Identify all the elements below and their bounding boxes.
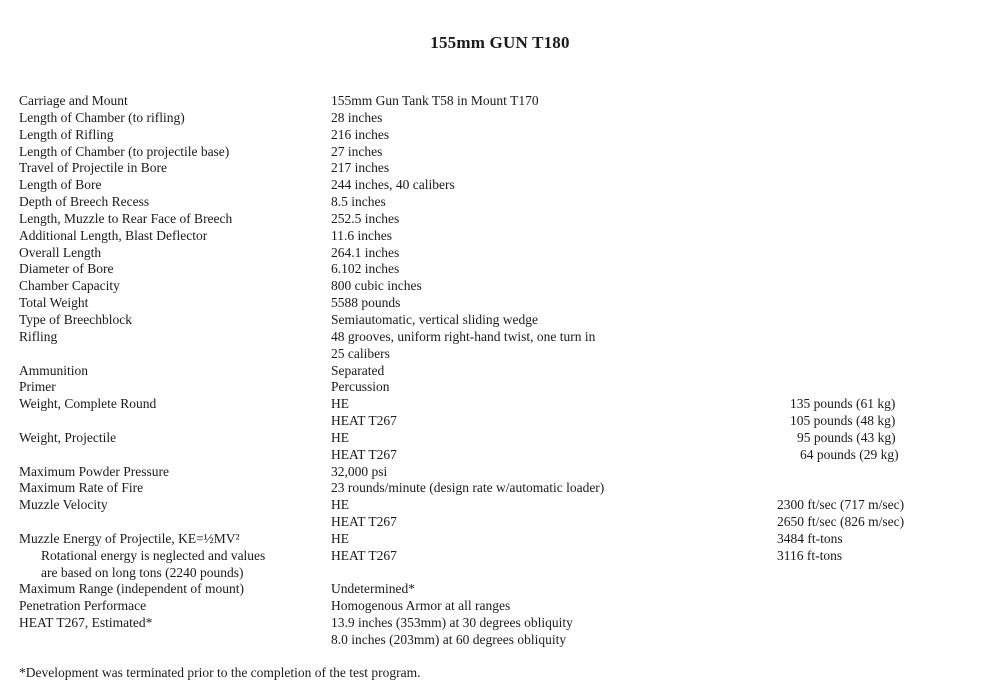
spec-value: HE	[331, 429, 349, 445]
spec-label: Diameter of Bore	[19, 261, 114, 277]
spec-row	[19, 346, 979, 363]
spec-row	[19, 127, 979, 144]
spec-row	[19, 329, 979, 346]
page-title: 155mm GUN T180	[430, 33, 570, 52]
spec-row	[19, 228, 979, 245]
spec-row	[19, 261, 979, 278]
spec-value: 216 inches	[331, 126, 390, 142]
spec-value: 25 calibers	[331, 345, 390, 361]
spec-label: Length of Chamber (to rifling)	[19, 109, 185, 125]
spec-label: Rifling	[19, 328, 58, 344]
spec-label: Muzzle Velocity	[19, 497, 108, 513]
spec-label: Maximum Rate of Fire	[19, 480, 144, 496]
spec-row	[19, 565, 979, 582]
spec-table	[19, 93, 979, 649]
spec-value: 5588 pounds	[331, 295, 401, 311]
spec-label: Travel of Projectile in Bore	[19, 160, 167, 176]
spec-value: 217 inches	[331, 160, 390, 176]
spec-value: HE	[331, 530, 349, 546]
spec-row	[19, 379, 979, 396]
spec-label: Carriage and Mount	[19, 93, 128, 108]
spec-extra: 3116 ft-tons	[777, 547, 843, 563]
spec-label: Type of Breechblock	[19, 311, 133, 327]
spec-value: 8.5 inches	[331, 194, 386, 210]
spec-label: Maximum Range (independent of mount)	[19, 581, 244, 597]
spec-row	[19, 632, 979, 649]
spec-value: 252.5 inches	[331, 210, 400, 226]
spec-extra: 3484 ft-tons	[777, 530, 843, 546]
spec-label: Rotational energy is neglected and values	[41, 547, 266, 563]
spec-extra: 105 pounds (48 kg)	[790, 413, 896, 429]
spec-extra: 95 pounds (43 kg)	[797, 429, 896, 445]
spec-value: HEAT T267	[331, 514, 397, 530]
spec-value: 27 inches	[331, 143, 383, 159]
spec-row	[19, 548, 979, 565]
spec-row	[19, 160, 979, 177]
spec-value: HE	[331, 497, 349, 513]
spec-row	[19, 615, 979, 632]
spec-value: Separated	[331, 362, 385, 378]
spec-value: HEAT T267	[331, 547, 397, 563]
spec-value: 800 cubic inches	[331, 278, 422, 294]
spec-label: Depth of Breech Recess	[19, 194, 150, 210]
spec-row	[19, 514, 979, 531]
spec-value: 11.6 inches	[331, 227, 392, 243]
spec-label: Length, Muzzle to Rear Face of Breech	[19, 210, 233, 226]
spec-row	[19, 312, 979, 329]
spec-row	[19, 363, 979, 380]
spec-extra: 135 pounds (61 kg)	[790, 396, 896, 412]
spec-row	[19, 245, 979, 262]
spec-label: Weight, Complete Round	[19, 396, 157, 412]
spec-value: Homogenous Armor at all ranges	[331, 598, 511, 614]
spec-label: Overall Length	[19, 244, 102, 260]
spec-label: Length of Rifling	[19, 126, 114, 142]
footnote: *Development was terminated prior to the completion of the test program.	[19, 665, 421, 680]
spec-row	[19, 430, 979, 447]
spec-value: 32,000 psi	[331, 463, 388, 479]
spec-value: 6.102 inches	[331, 261, 400, 277]
spec-value: Undetermined*	[331, 581, 415, 597]
spec-label: Penetration Performace	[19, 598, 147, 614]
spec-label: Length of Bore	[19, 177, 102, 193]
spec-label: Ammunition	[19, 362, 89, 378]
spec-extra: 2650 ft/sec (826 m/sec)	[777, 514, 905, 530]
spec-value: HE	[331, 396, 349, 412]
spec-extra: 2300 ft/sec (717 m/sec)	[777, 497, 905, 513]
spec-row	[19, 396, 979, 413]
spec-value: Percussion	[331, 379, 390, 395]
spec-row	[19, 598, 979, 615]
spec-row	[19, 581, 979, 598]
spec-value: 264.1 inches	[331, 244, 400, 260]
spec-value: 28 inches	[331, 109, 383, 125]
spec-value: HEAT T267	[331, 446, 397, 462]
spec-label: Maximum Powder Pressure	[19, 463, 169, 479]
spec-label: Chamber Capacity	[19, 278, 120, 294]
spec-value: 155mm Gun Tank T58 in Mount T170	[331, 93, 539, 108]
spec-label: Primer	[19, 379, 56, 395]
spec-label: HEAT T267, Estimated*	[19, 615, 153, 631]
spec-row	[19, 211, 979, 228]
spec-value: HEAT T267	[331, 413, 397, 429]
spec-label: are based on long tons (2240 pounds)	[41, 564, 244, 580]
spec-row	[19, 177, 979, 194]
spec-row	[19, 531, 979, 548]
spec-row	[19, 110, 979, 127]
spec-row	[19, 144, 979, 161]
spec-row	[19, 497, 979, 514]
spec-label: Total Weight	[19, 295, 89, 311]
spec-row	[19, 480, 979, 497]
spec-row	[19, 278, 979, 295]
spec-value: 13.9 inches (353mm) at 30 degrees obliquity	[331, 615, 573, 631]
spec-label: Muzzle Energy of Projectile, KE=½MV²	[19, 530, 240, 546]
spec-row	[19, 447, 979, 464]
spec-label: Additional Length, Blast Deflector	[19, 227, 208, 243]
spec-value: 23 rounds/minute (design rate w/automatic loader)	[331, 480, 605, 496]
spec-value: 8.0 inches (203mm) at 60 degrees obliquity	[331, 632, 567, 647]
spec-value: Semiautomatic, vertical sliding wedge	[331, 311, 538, 327]
spec-row	[19, 295, 979, 312]
spec-value: 48 grooves, uniform right-hand twist, one turn in	[331, 328, 596, 344]
spec-label: Length of Chamber (to projectile base)	[19, 143, 230, 159]
spec-value: 244 inches, 40 calibers	[331, 177, 455, 193]
spec-label: Weight, Projectile	[19, 429, 117, 445]
spec-row	[19, 93, 979, 110]
spec-extra: 64 pounds (29 kg)	[800, 446, 899, 462]
spec-row	[19, 413, 979, 430]
spec-row	[19, 464, 979, 481]
spec-row	[19, 194, 979, 211]
